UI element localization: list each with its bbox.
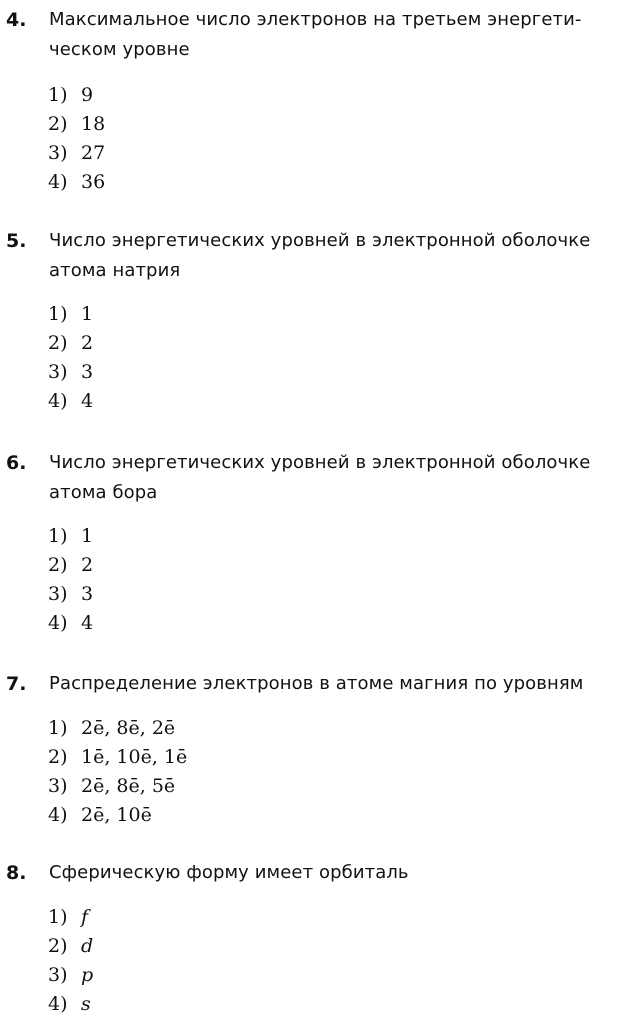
question-text-line: атома бора xyxy=(49,482,158,503)
answer-option[interactable] xyxy=(48,138,105,168)
option-number: 1) xyxy=(48,906,68,928)
answer-option[interactable] xyxy=(48,771,175,801)
option-number: 4) xyxy=(48,612,68,634)
option-number: 2) xyxy=(48,113,68,135)
option-value: 2ē, 8ē, 5ē xyxy=(81,775,176,797)
answer-option[interactable] xyxy=(48,608,93,638)
option-value: 1 xyxy=(81,525,94,547)
answer-option[interactable] xyxy=(48,902,88,932)
option-number: 2) xyxy=(48,746,68,768)
option-number: 3) xyxy=(48,361,68,383)
option-number: 4) xyxy=(48,390,68,412)
option-value: 36 xyxy=(81,171,106,193)
option-value: 9 xyxy=(81,84,94,106)
option-number: 3) xyxy=(48,775,68,797)
answer-option[interactable] xyxy=(48,386,93,416)
option-number: 1) xyxy=(48,525,68,547)
question-text-line: Число энергетических уровней в электронной оболочке xyxy=(49,452,591,473)
question-number: 4. xyxy=(6,9,27,31)
answer-option[interactable] xyxy=(48,931,93,961)
option-value: 2 xyxy=(81,332,94,354)
answer-option[interactable] xyxy=(48,713,175,743)
option-value: 4 xyxy=(81,612,94,634)
question-text-line: Распределение электронов в атоме магния по уровням xyxy=(49,673,584,694)
option-value: 18 xyxy=(81,113,106,135)
option-value: 27 xyxy=(81,142,106,164)
answer-option[interactable] xyxy=(48,960,93,990)
question-text-line: Максимальное число электронов на третьем энергети- xyxy=(49,9,582,30)
answer-option[interactable] xyxy=(48,328,93,358)
question-text-line: Число энергетических уровней в электронной оболочке xyxy=(49,230,591,251)
question-text xyxy=(49,5,629,65)
question-number: 6. xyxy=(6,452,27,474)
option-number: 1) xyxy=(48,717,68,739)
option-value: 2ē, 10ē xyxy=(81,804,152,826)
option-value: 3 xyxy=(81,583,94,605)
answer-option[interactable] xyxy=(48,109,105,139)
answer-option[interactable] xyxy=(48,299,93,329)
question-number: 8. xyxy=(6,862,27,884)
option-number: 2) xyxy=(48,332,68,354)
question-number: 5. xyxy=(6,230,27,252)
answer-option[interactable] xyxy=(48,800,152,830)
question-text-line: атома натрия xyxy=(49,260,181,281)
option-value: 3 xyxy=(81,361,94,383)
answer-option[interactable] xyxy=(48,550,93,580)
option-number: 1) xyxy=(48,303,68,325)
question-text xyxy=(49,226,629,286)
option-value: s xyxy=(81,993,91,1015)
question-number: 7. xyxy=(6,673,27,695)
option-value: p xyxy=(81,964,94,986)
question-text-line: Сферическую форму имеет орбиталь xyxy=(49,862,409,883)
question-text xyxy=(49,669,629,699)
answer-option[interactable] xyxy=(48,579,93,609)
option-value: 1ē, 10ē, 1ē xyxy=(81,746,188,768)
question-text xyxy=(49,858,629,888)
question-text xyxy=(49,448,629,508)
option-number: 3) xyxy=(48,964,68,986)
answer-option[interactable] xyxy=(48,989,91,1019)
question-text-line: ческом уровне xyxy=(49,39,190,60)
answer-option[interactable] xyxy=(48,167,105,197)
answer-option[interactable] xyxy=(48,521,93,551)
option-number: 4) xyxy=(48,171,68,193)
answer-option[interactable] xyxy=(48,357,93,387)
answer-option[interactable] xyxy=(48,742,187,772)
option-value: f xyxy=(81,906,89,928)
option-number: 4) xyxy=(48,993,68,1015)
option-number: 2) xyxy=(48,554,68,576)
option-number: 4) xyxy=(48,804,68,826)
option-number: 3) xyxy=(48,583,68,605)
option-value: 2ē, 8ē, 2ē xyxy=(81,717,176,739)
option-number: 1) xyxy=(48,84,68,106)
option-value: 1 xyxy=(81,303,94,325)
option-value: d xyxy=(81,935,94,957)
option-value: 4 xyxy=(81,390,94,412)
answer-option[interactable] xyxy=(48,80,93,110)
option-number: 2) xyxy=(48,935,68,957)
option-number: 3) xyxy=(48,142,68,164)
option-value: 2 xyxy=(81,554,94,576)
